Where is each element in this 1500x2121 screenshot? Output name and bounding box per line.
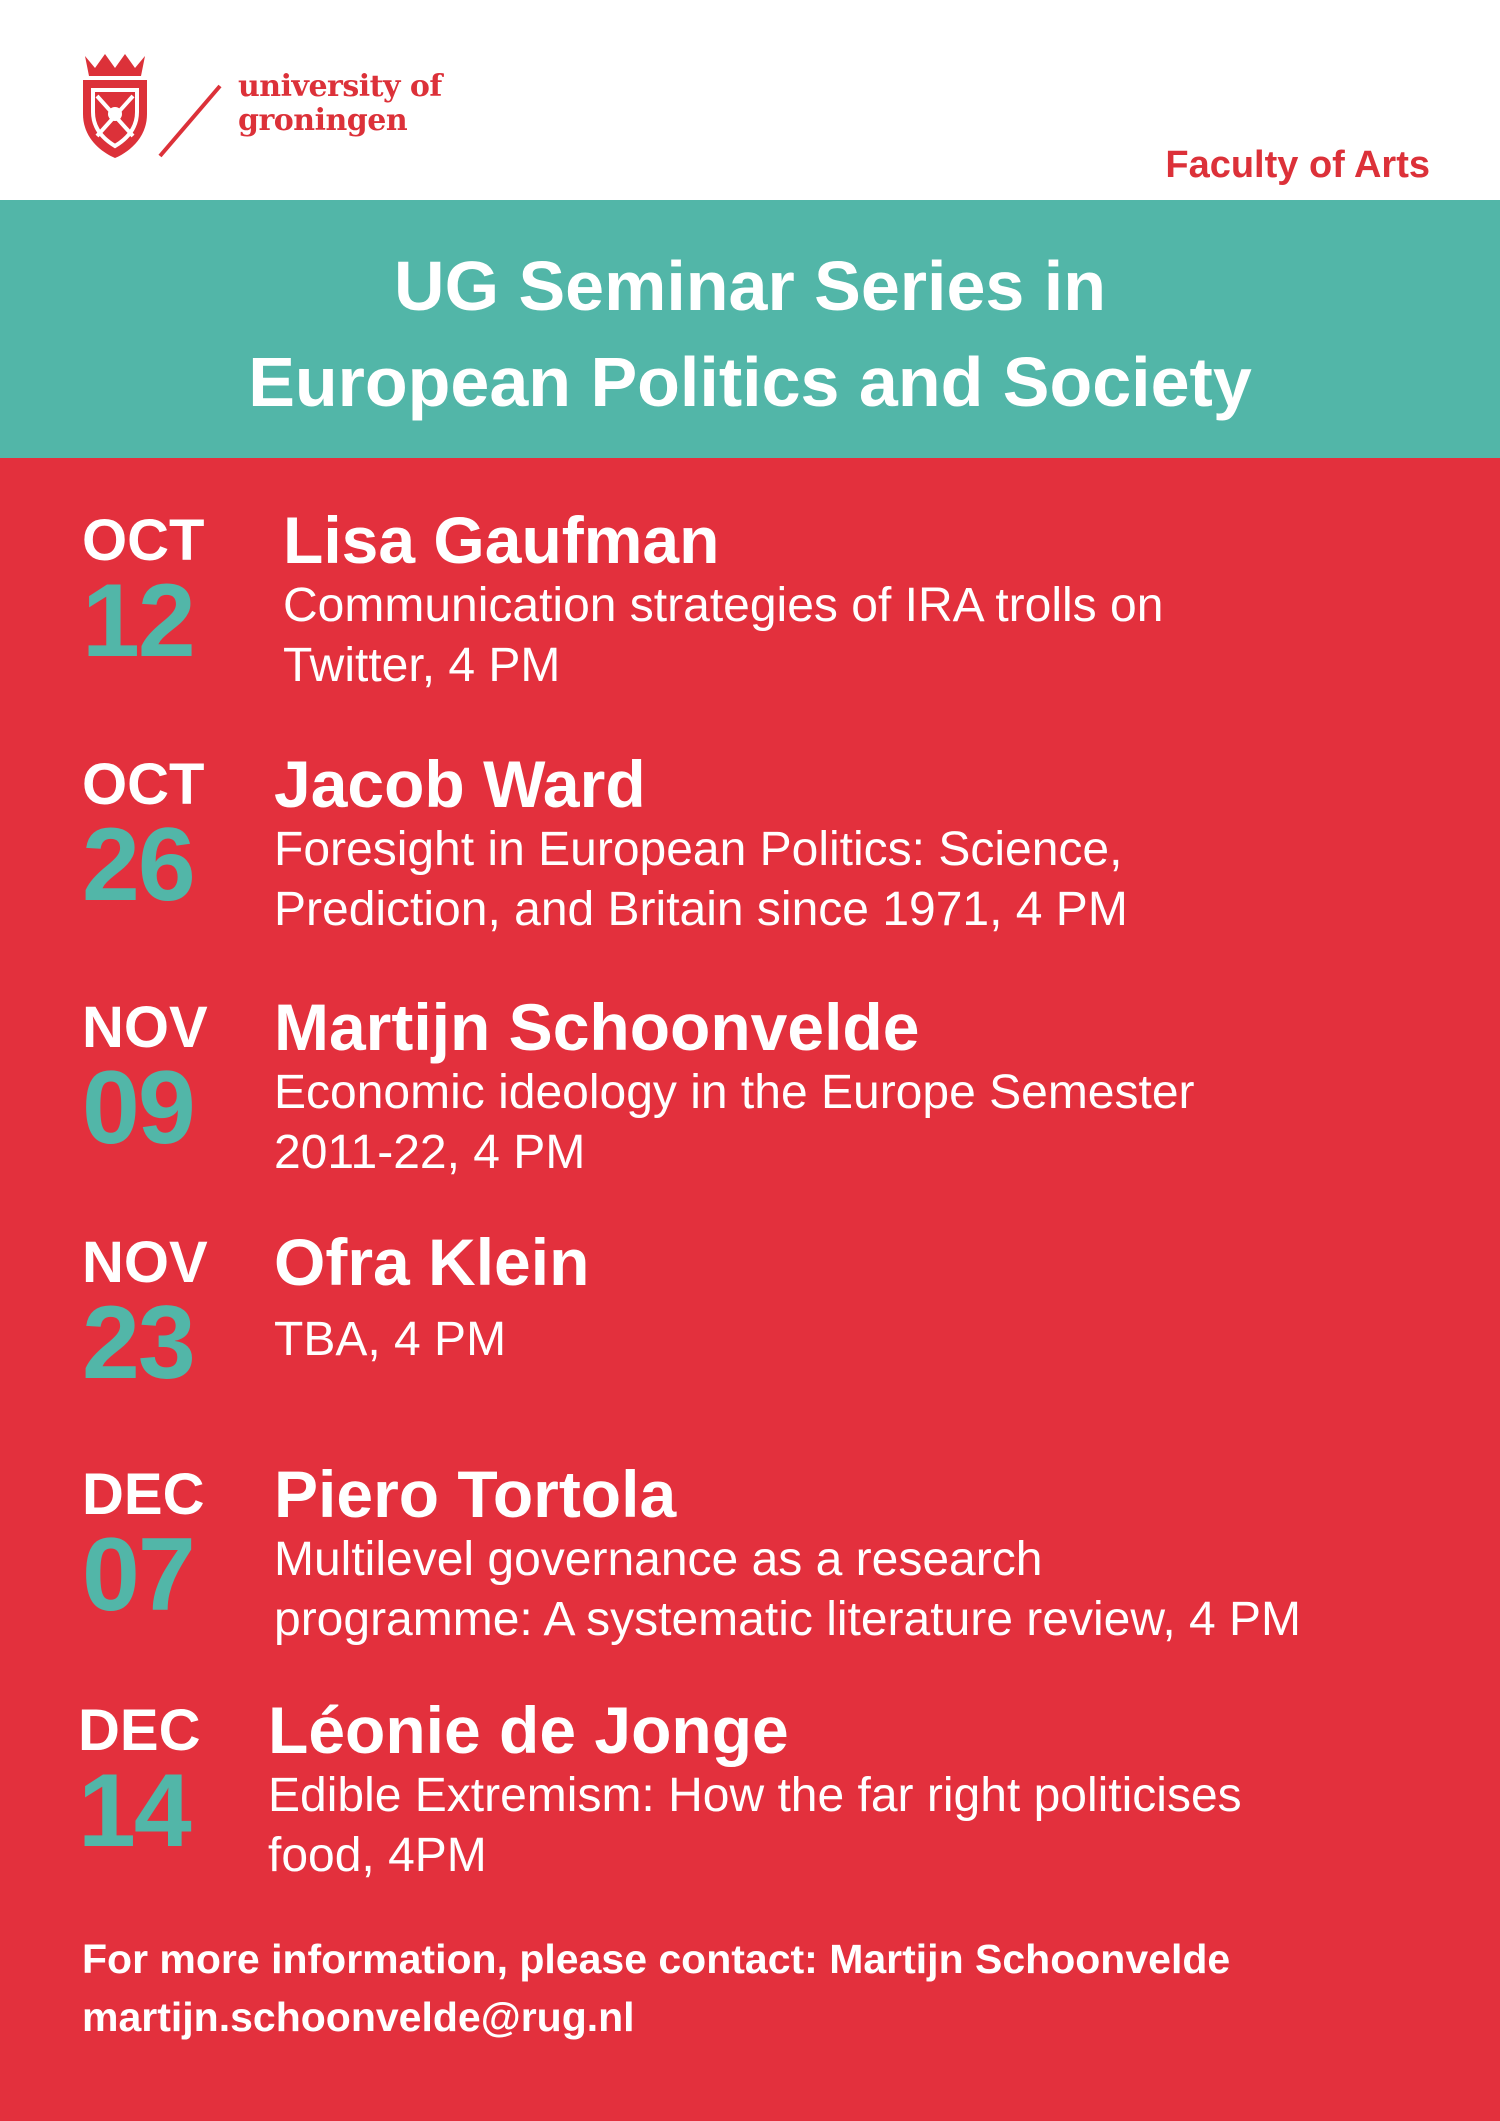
contact-footer	[82, 1930, 1230, 2046]
event-month: NOV	[82, 1230, 208, 1295]
event-item	[0, 1693, 1500, 1898]
event-talk-line1: Foresight in European Politics: Science,	[274, 823, 1123, 876]
event-talk	[274, 1063, 1454, 1183]
event-day: 14	[78, 1753, 190, 1869]
event-day: 07	[82, 1517, 194, 1633]
university-name	[238, 70, 442, 138]
event-item	[0, 1225, 1500, 1430]
event-speaker: Léonie de Jonge	[268, 1693, 789, 1767]
event-talk-line1: Edible Extremism: How the far right politicises	[268, 1769, 1242, 1822]
event-month: DEC	[78, 1698, 201, 1763]
event-item	[0, 747, 1500, 952]
event-speaker: Piero Tortola	[274, 1457, 677, 1531]
event-talk-line2: Prediction, and Britain since 1971, 4 PM	[274, 883, 1128, 936]
event-talk-line1: Economic ideology in the Europe Semester	[274, 1066, 1195, 1119]
event-talk	[268, 1766, 1448, 1886]
event-talk	[274, 1530, 1454, 1650]
contact-email[interactable]: martijn.schoonvelde@rug.nl	[82, 1994, 635, 2040]
faculty-name: Faculty of Arts	[1165, 144, 1430, 186]
logo-divider	[150, 82, 230, 160]
event-talk	[274, 1310, 1454, 1370]
header	[0, 0, 1500, 200]
title-line1: UG Seminar Series in	[394, 247, 1106, 325]
event-talk	[274, 820, 1454, 940]
event-talk-line2: food, 4PM	[268, 1829, 487, 1882]
event-item	[0, 503, 1500, 708]
event-talk-line2: programme: A systematic literature review, 4 PM	[274, 1593, 1302, 1646]
event-day: 12	[82, 563, 194, 679]
event-talk	[283, 576, 1463, 696]
event-month: DEC	[82, 1462, 205, 1527]
event-month: OCT	[82, 508, 205, 573]
event-speaker: Ofra Klein	[274, 1225, 590, 1299]
event-item	[0, 990, 1500, 1195]
event-talk-line2: 2011-22, 4 PM	[274, 1126, 586, 1179]
event-day: 26	[82, 807, 194, 923]
university-name-line1: university of	[238, 69, 442, 104]
event-speaker: Lisa Gaufman	[283, 503, 720, 577]
event-talk-line1: Multilevel governance as a research	[274, 1533, 1043, 1586]
event-talk-line2: Twitter, 4 PM	[283, 639, 561, 692]
title-line2: European Politics and Society	[248, 343, 1252, 421]
contact-line: For more information, please contact: Martijn Schoonvelde	[82, 1936, 1231, 1982]
event-item	[0, 1457, 1500, 1662]
event-month: OCT	[82, 752, 205, 817]
event-talk-line1: Communication strategies of IRA trolls on	[283, 579, 1164, 632]
event-speaker: Jacob Ward	[274, 747, 646, 821]
event-talk-line1: TBA, 4 PM	[274, 1313, 507, 1366]
university-crest-logo	[75, 52, 155, 160]
university-name-line2: groningen	[238, 103, 408, 138]
event-day: 09	[82, 1050, 194, 1166]
event-day: 23	[82, 1285, 194, 1401]
page-title	[0, 238, 1500, 430]
crest-icon	[75, 52, 155, 160]
event-month: NOV	[82, 995, 208, 1060]
event-speaker: Martijn Schoonvelde	[274, 990, 920, 1064]
